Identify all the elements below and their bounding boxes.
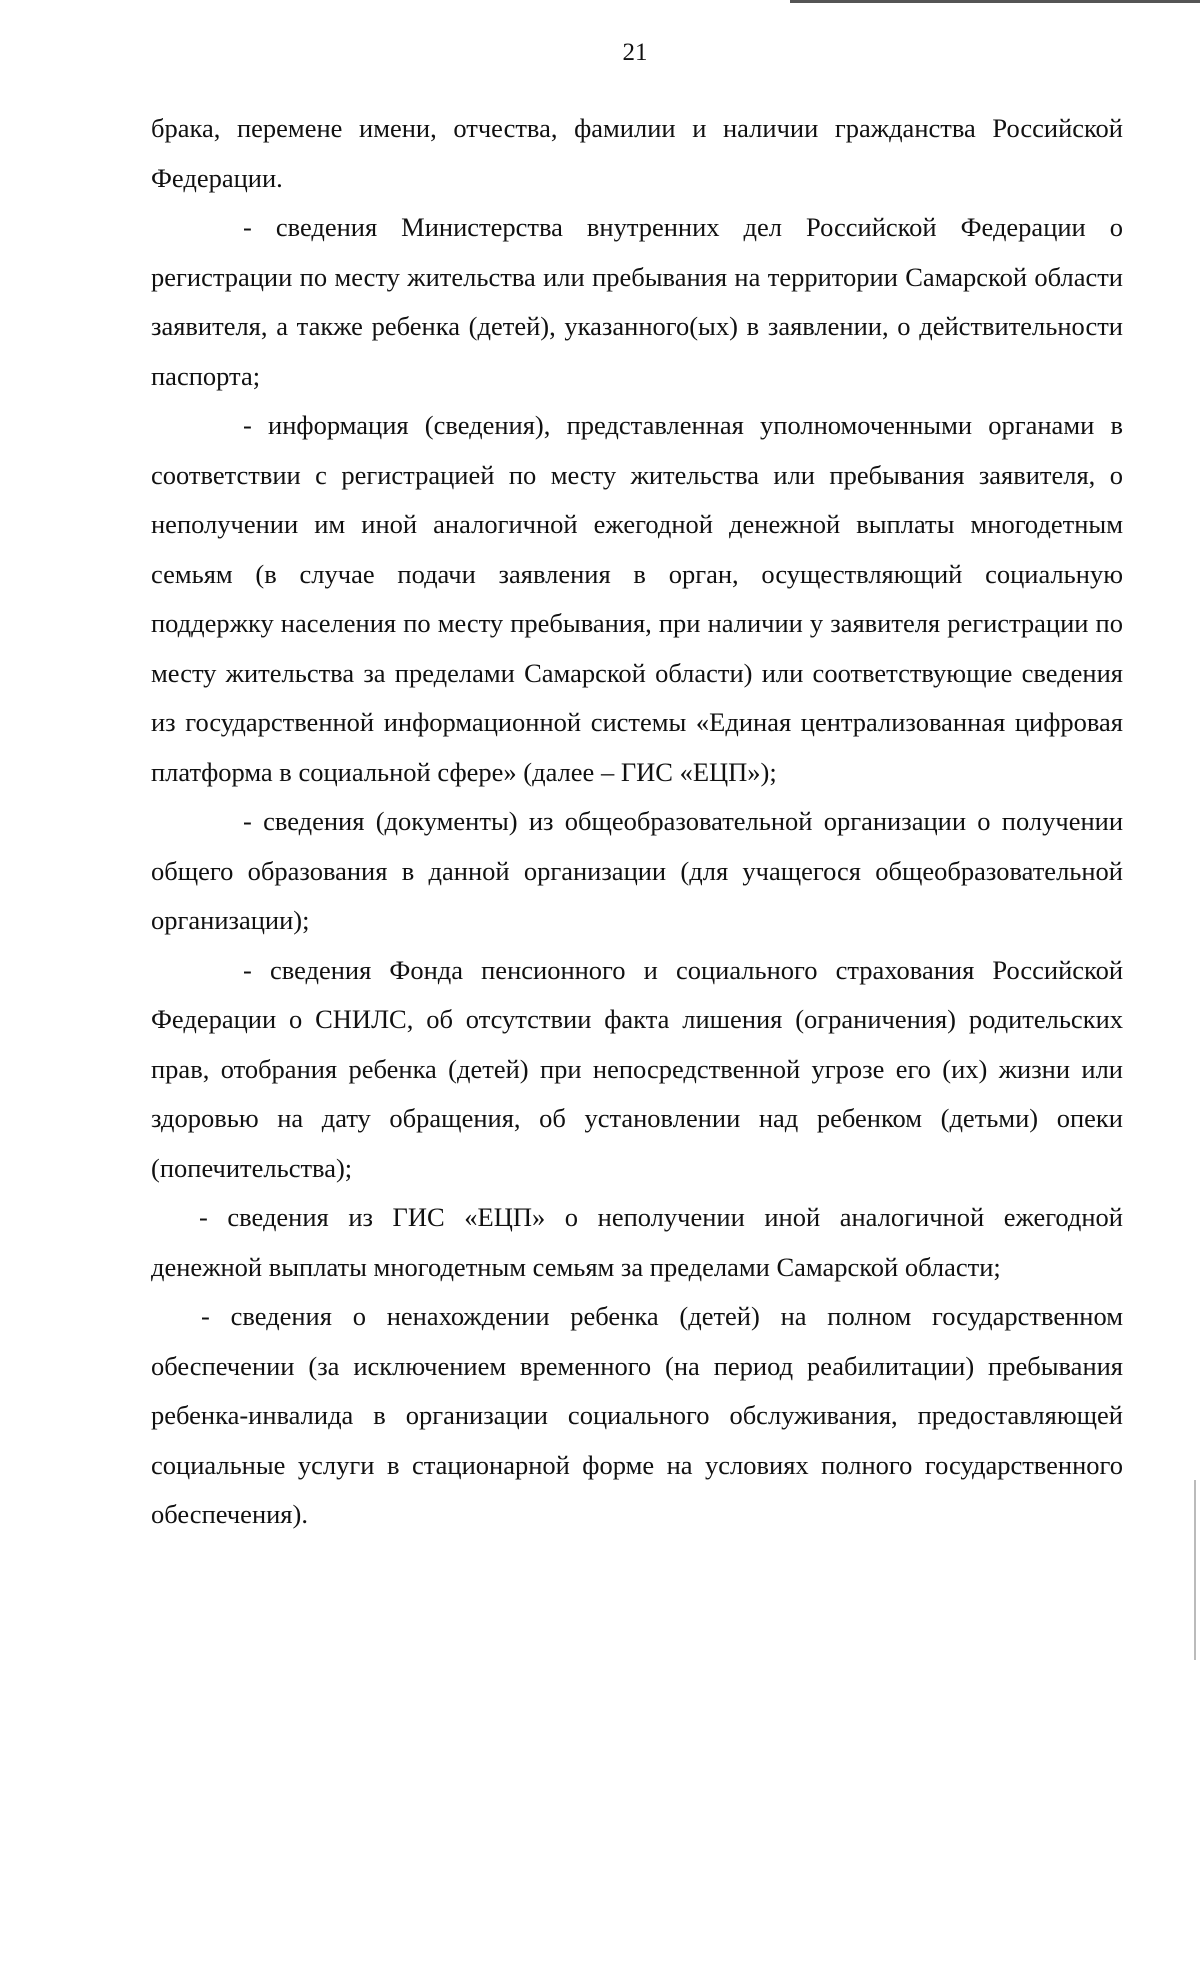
- paragraph-pension-fund-info: - сведения Фонда пенсионного и социального страхования Российской Федерации о СНИЛС, об отсутствии факта лишения (ограничения) родительских прав, отобрания ребенка (детей) при непосредственной угрозе его (их) жизни или здоровью на дату обращения, об установлении над ребенком (детьми) опеки (попечительства);: [151, 954, 1123, 1183]
- paragraph-mvd-info: - сведения Министерства внутренних дел Российской Федерации о регистрации по месту жительства или пребывания на территории Самарской области заявителя, а также ребенка (детей), указанного(ых) в заявлении, о действительности паспорта;: [151, 212, 1123, 391]
- paragraph-school-info: - сведения (документы) из общеобразовательной организации о получении общего образования в данной организации (для учащегося общеобразовательной организации);: [151, 806, 1123, 935]
- paragraph-gis-info: - сведения из ГИС «ЕЦП» о неполучении иной аналогичной ежегодной денежной выплаты многодетным семьям за пределами Самарской области;: [151, 1202, 1123, 1282]
- paragraph-continuation: брака, перемене имени, отчества, фамилии и наличии гражданства Российской Федерации.: [151, 113, 1123, 193]
- scan-edge-right: [1194, 1480, 1196, 1660]
- scan-edge-top: [790, 0, 1200, 3]
- document-body: [151, 104, 1123, 1540]
- paragraph-authorized-bodies-info: - информация (сведения), представленная уполномоченными органами в соответствии с регистрацией по месту жительства или пребывания заявителя, о неполучении им иной аналогичной ежегодной денежной выплаты многодетным семьям (в случае подачи заявления в орган, осуществляющий социальную поддержку населения по месту пребывания, при наличии у заявителя регистрации по месту жительства за пределами Самарской области) или соответствующие сведения из государственной информационной системы «Единая централизованная цифровая платформа в социальной сфере» (далее – ГИС «ЕЦП»);: [151, 410, 1123, 787]
- paragraph-state-support-info: - сведения о ненахождении ребенка (детей) на полном государственном обеспечении (за исключением временного (на период реабилитации) пребывания ребенка-инвалида в организации социального обслуживания, предоставляющей социальные услуги в стационарной форме на условиях полного государственного обеспечения).: [151, 1301, 1123, 1529]
- page-number: 21: [622, 39, 648, 66]
